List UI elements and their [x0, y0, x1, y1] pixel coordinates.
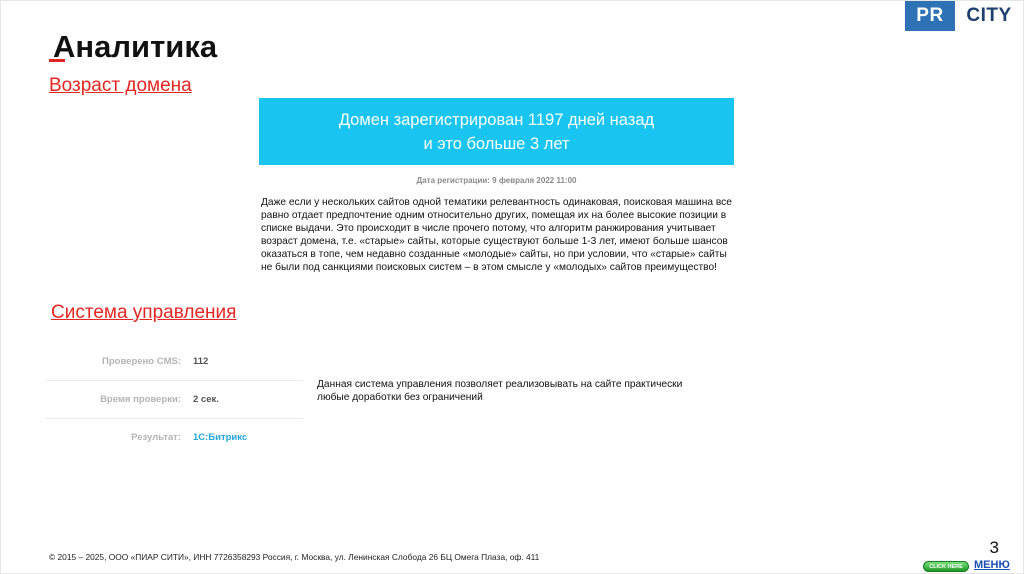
table-row — [45, 381, 303, 419]
cms-time-label: Время проверки: — [100, 394, 181, 405]
domain-age-banner-line1: Домен зарегистрирован 1197 дней назад — [338, 110, 655, 129]
cms-time-value: 2 сек. — [193, 394, 219, 405]
domain-age-heading: Возраст домена — [49, 75, 192, 96]
table-row — [45, 343, 303, 381]
logo-pr-block: PR — [905, 1, 955, 31]
cms-checked-label: Проверено CMS: — [102, 356, 181, 367]
page-title: Аналитика — [53, 29, 218, 64]
registration-date: Дата регистрации: 9 февраля 2022 11:00 — [416, 176, 577, 185]
cms-heading: Система управления — [51, 302, 237, 323]
cms-result-link[interactable]: 1С:Битрикс — [193, 432, 248, 443]
domain-age-banner-line2: и это больше 3 лет — [423, 134, 570, 153]
cms-checked-value: 112 — [193, 356, 209, 367]
menu-link[interactable]: МЕНЮ — [974, 559, 1010, 571]
cms-result-label: Результат: — [131, 432, 181, 443]
domain-age-description: Даже если у нескольких сайтов одной тематики релевантность одинаковая, поисковая машина все равно отдает предпочтение одним относительно других, помещая их на более высокие позиции в списке выдачи. Это происходит в числе прочего потому, что алгоритм ранжирования учитывает возраст домена, т.е. «старые» сайты, которые существуют больше 1-3 лет, имеют больше шансов оказаться в топе, чем недавно созданные «молодые» сайты, но при условии, что «старые» сайты не были под санкциями поисковых систем – в этом смысле у «молодых» сайтов преимущество! — [261, 197, 732, 274]
table-row — [45, 419, 303, 456]
pr-city-logo[interactable] — [905, 1, 1023, 31]
domain-age-banner — [259, 98, 734, 165]
page-number: 3 — [989, 538, 999, 557]
footer-copyright: © 2015 – 2025, ООО «ПИАР СИТИ», ИНН 7726358293 Россия, г. Москва, ул. Ленинская Слобода 26 БЦ Омега Плаза, оф. 411 — [49, 552, 540, 562]
logo-city-text: CITY — [966, 5, 1012, 26]
cms-result-table — [45, 343, 303, 456]
cms-description: Данная система управления позволяет реализовывать на сайте практически любые доработки без ограничений — [317, 379, 683, 404]
click-here-button[interactable]: CLICK HERE — [923, 561, 969, 572]
